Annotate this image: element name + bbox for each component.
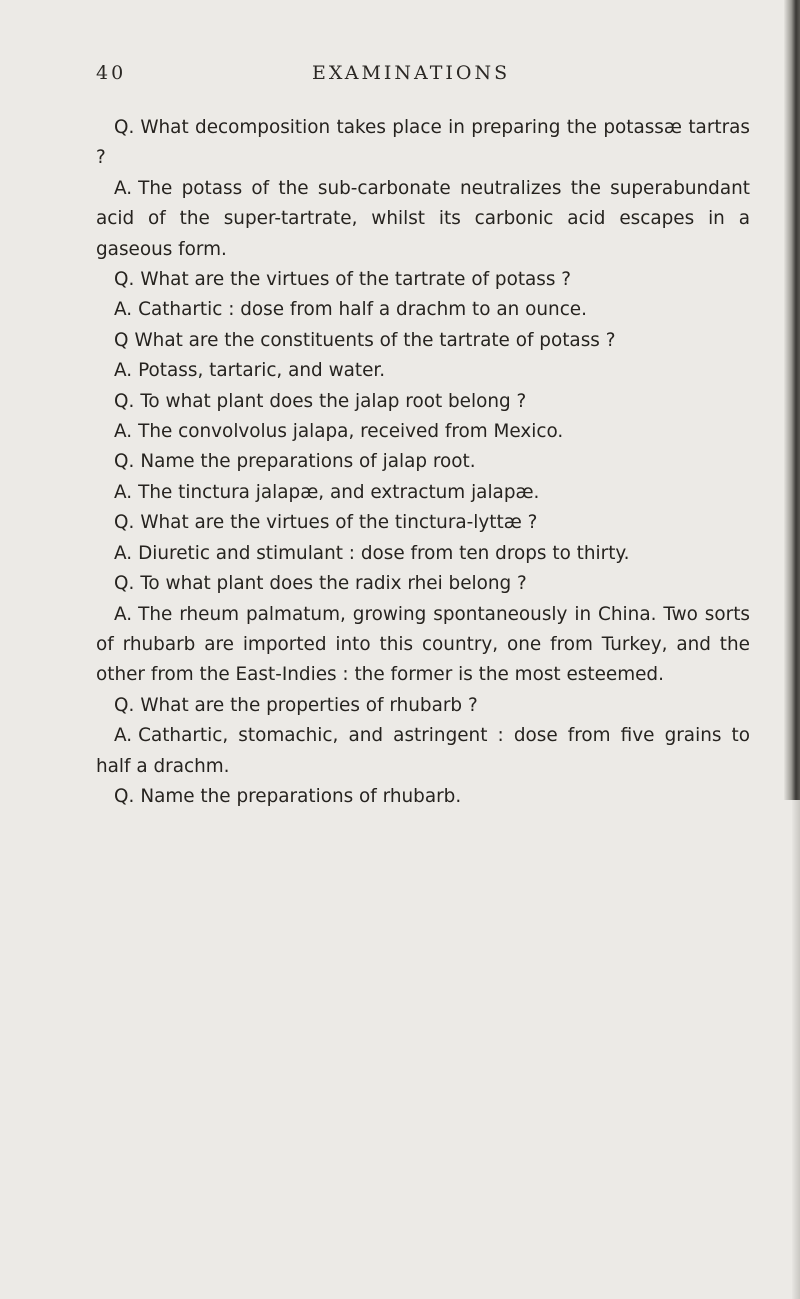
paragraph-text: The tinctura jalapæ, and extractum jalapæ. <box>138 481 540 503</box>
paragraph-label: Q. <box>114 694 135 716</box>
paragraph-text: What are the constituents of the tartrate of potass ? <box>134 329 616 351</box>
paragraph-text: To what plant does the radix rhei belong ? <box>140 573 527 595</box>
answer-paragraph <box>96 295 750 325</box>
answer-paragraph <box>96 417 750 447</box>
paragraph-text: What decomposition takes place in preparing the potassæ tartras ? <box>96 117 750 169</box>
paragraph-label: A. <box>114 542 133 564</box>
paragraph-text: The rheum palmatum, growing spontaneously in China. Two sorts of rhubarb are imported into this country, one from Turkey, and the other from the East-Indies : the former is the most esteemed. <box>96 603 750 686</box>
paragraph-text: Diuretic and stimulant : dose from ten drops to thirty. <box>138 542 630 564</box>
paragraph-text: To what plant does the jalap root belong ? <box>140 390 527 412</box>
paragraph-label: Q. <box>114 117 135 138</box>
paragraph-text: Cathartic, stomachic, and astringent : dose from five grains to half a drachm. <box>96 725 750 777</box>
paragraph-label: Q. <box>114 573 135 595</box>
paragraph-label: A. <box>114 725 133 747</box>
paragraph-text: The potass of the sub-carbonate neutralizes the superabundant acid of the super-tartrate, whilst its carbonic acid escapes in a gaseous form. <box>96 177 750 260</box>
question-paragraph <box>96 113 750 174</box>
paragraph-label: A. <box>114 177 133 199</box>
paragraph-label: Q. <box>114 269 135 291</box>
question-paragraph <box>96 782 750 812</box>
paragraph-text: What are the virtues of the tinctura-lyttæ ? <box>140 512 538 534</box>
paragraph-text: Name the preparations of rhubarb. <box>140 785 462 807</box>
question-paragraph <box>96 265 750 295</box>
question-paragraph <box>96 326 750 356</box>
answer-paragraph <box>96 600 750 691</box>
paragraph-label: Q <box>114 329 129 351</box>
paragraph-label: Q. <box>114 451 135 473</box>
paragraph-label: Q. <box>114 390 135 412</box>
paragraph-label: Q. <box>114 512 135 534</box>
question-paragraph <box>96 387 750 417</box>
paragraph-text: Name the preparations of jalap root. <box>140 451 476 473</box>
answer-paragraph <box>96 478 750 508</box>
answer-paragraph <box>96 539 750 569</box>
text-body <box>96 113 750 812</box>
question-paragraph <box>96 508 750 538</box>
running-head <box>96 62 756 92</box>
answer-paragraph <box>96 721 750 782</box>
answer-paragraph <box>96 356 750 386</box>
question-paragraph <box>96 569 750 599</box>
paragraph-label: A. <box>114 421 133 443</box>
paragraph-text: What are the virtues of the tartrate of potass ? <box>140 269 572 291</box>
paragraph-label: A. <box>114 481 133 503</box>
page-number: 40 <box>96 62 127 84</box>
paragraph-text: Cathartic : dose from half a drachm to an ounce. <box>138 299 587 321</box>
paragraph-label: A. <box>114 360 133 382</box>
header-title: EXAMINATIONS <box>312 62 511 84</box>
paragraph-label: A. <box>114 603 133 625</box>
paragraph-text: What are the properties of rhubarb ? <box>140 694 478 716</box>
paragraph-label: Q. <box>114 785 135 807</box>
page-edge-shadow <box>784 0 800 800</box>
question-paragraph <box>96 691 750 721</box>
answer-paragraph <box>96 174 750 265</box>
page-edge-shadow-lower <box>792 800 800 1299</box>
paragraph-label: A. <box>114 299 133 321</box>
paragraph-text: The convolvolus jalapa, received from Mexico. <box>138 421 564 443</box>
paragraph-text: Potass, tartaric, and water. <box>138 360 386 382</box>
question-paragraph <box>96 447 750 477</box>
